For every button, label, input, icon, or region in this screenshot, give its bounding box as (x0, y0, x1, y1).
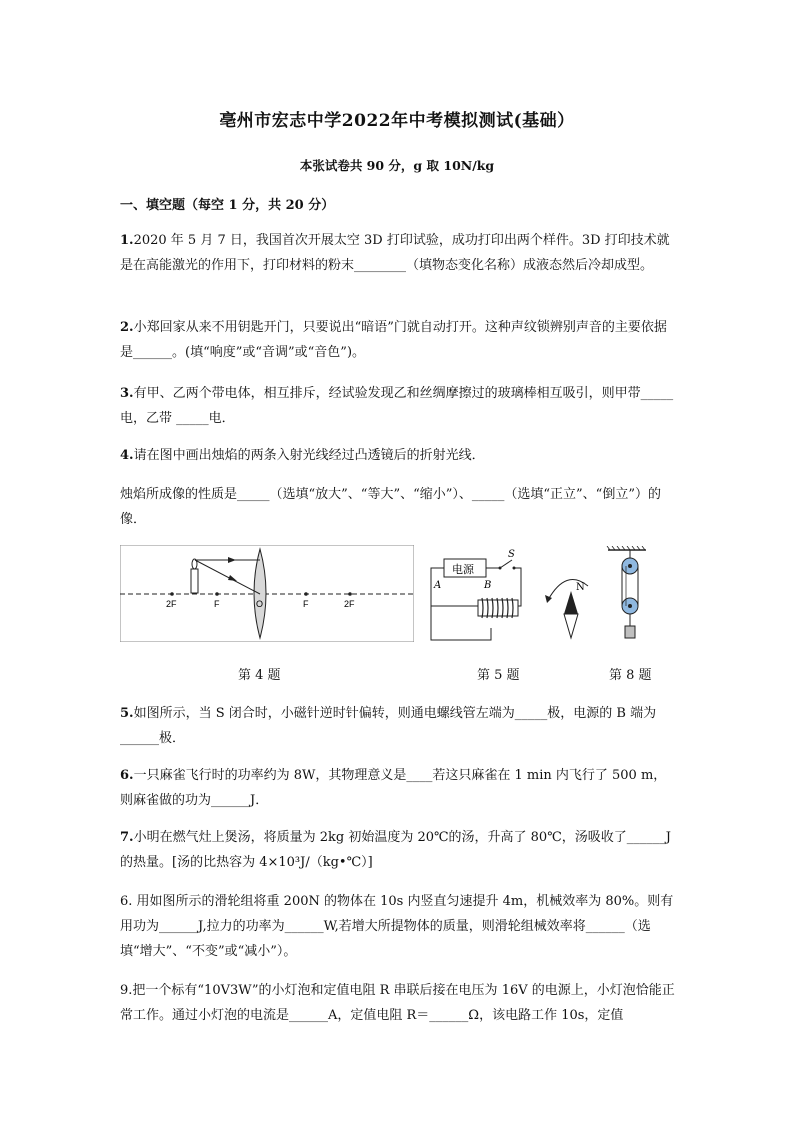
lens-diagram (120, 545, 414, 642)
question-text: 烛焰所成像的性质是_____（选填“放大”、“等大”、“缩小”）、_____（选填“正立”、“倒立”）的像． (120, 487, 661, 527)
question-number: 9. (120, 983, 133, 998)
question-text: 有甲、乙两个带电体，相互排斥，经试验发现乙和丝绸摩擦过的玻璃棒相互吸引，则甲带_____电，乙带 _____电． (120, 386, 674, 426)
label-o: O (256, 599, 264, 609)
question-5 (120, 701, 676, 751)
north-label: N (576, 582, 585, 593)
question-number: 5. (120, 706, 134, 721)
question-number: 4. (120, 448, 134, 463)
label-f-left: F (214, 599, 220, 609)
question-text: 一只麻雀飞行时的功率约为 8W，其物理意义是____若这只麻雀在 1 min 内飞行了 500 m，则麻雀做的功为______J． (120, 768, 667, 808)
exam-subtitle: 本张试卷共 90 分，g 取 10N/kg (299, 158, 495, 173)
question-4-part-b (120, 482, 676, 532)
section-heading: 一、填空题（每空 1 分，共 20 分） (120, 198, 335, 213)
question-text: 2020 年 5 月 7 日，我国首次开展太空 3D 打印试验，成功打印出两个样件。3D 打印技术就是在高能激光的作用下，打印材料的粉末________（填物态变化名称）成液态然后冷却成型。 (120, 233, 670, 273)
question-text: 小郑回家从来不用钥匙开门，只要说出“暗语”门就自动打开。这种声纹锁辨别声音的主要依据是______。(填“响度”或“音调”或“音色”)。 (120, 320, 667, 360)
question-number: 3. (120, 386, 134, 401)
question-8 (120, 889, 676, 964)
question-text: 请在图中画出烛焰的两条入射光线经过凸透镜后的折射光线． (133, 448, 485, 463)
terminal-a-label: A (434, 580, 442, 591)
figure-5-caption: 第 5 题 (477, 668, 520, 683)
question-text: 如图所示，当 S 闭合时，小磁针逆时针偏转，则通电螺线管左端为_____极，电源的 B 端为______极． (120, 706, 657, 746)
question-2 (120, 315, 676, 365)
question-3 (120, 381, 676, 431)
terminal-b-label: B (484, 580, 492, 591)
figure-8-caption: 第 8 题 (609, 668, 652, 683)
label-f-right: F (303, 599, 309, 609)
question-number: 6. (120, 768, 134, 783)
question-number: 7. (120, 830, 134, 845)
switch-label: S (508, 549, 515, 560)
question-6 (120, 763, 676, 813)
pulley-system-diagram (602, 546, 652, 642)
question-number: 6. (120, 894, 133, 909)
question-number: 1. (120, 233, 134, 248)
power-label: 电源 (452, 563, 474, 576)
figure-4-caption: 第 4 题 (238, 668, 281, 683)
exam-title: 亳州市宏志中学2022年中考模拟测试(基础） (219, 111, 575, 131)
question-number: 2. (120, 320, 134, 335)
solenoid-circuit-diagram (426, 546, 592, 642)
question-4 (120, 443, 676, 468)
question-7 (120, 825, 676, 875)
question-text: 用如图所示的滑轮组将重 200N 的物体在 10s 内竖直匀速提升 4m，机械效率为 80%。则有用功为______J,拉力的功率为______W,若增大所提物体的质量，则滑轮组械效率将______（选填“增大”、“不变”或“减小”）。 (120, 894, 674, 959)
label-2f-left: 2F (166, 599, 177, 609)
question-text: 把一个标有“10V3W”的小灯泡和定值电阻 R 串联后接在电压为 16V 的电源上，小灯泡恰能正常工作。通过小灯泡的电流是______A，定值电阻 R＝______Ω，该电路工作 10s，定值 (120, 983, 675, 1023)
label-2f-right: 2F (344, 599, 355, 609)
question-1 (120, 228, 676, 278)
question-9 (120, 978, 676, 1028)
question-text: 小明在燃气灶上煲汤，将质量为 2kg 初始温度为 20℃的汤，升高了 80℃，汤吸收了______J 的热量。[汤的比热容为 4×10³J/（kg•℃）] (120, 830, 671, 870)
